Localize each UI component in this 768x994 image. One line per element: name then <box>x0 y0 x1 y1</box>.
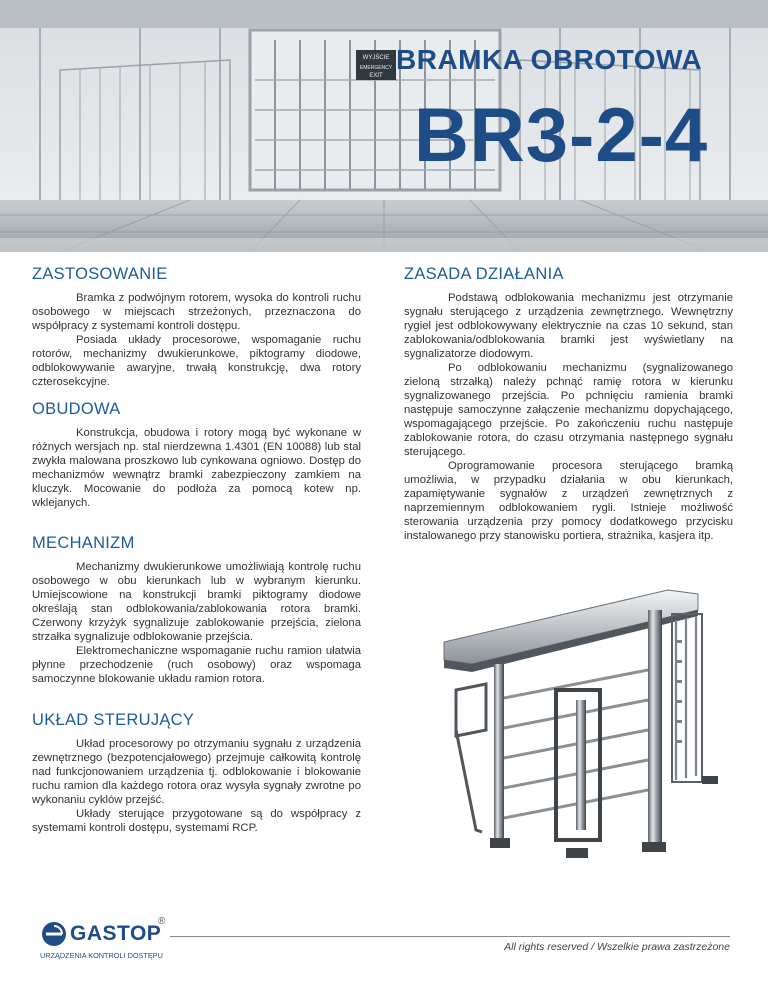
turnstile-illustration <box>436 580 738 884</box>
paragraph: Układy sterujące przygotowane są do współpracy z systemami kontroli dostępu, systemami RCP. <box>32 808 361 834</box>
logo-name: GASTOP <box>70 922 162 945</box>
section-zastosowanie <box>32 267 361 389</box>
section-heading: ZASTOSOWANIE <box>32 265 168 283</box>
section-heading: OBUDOWA <box>32 400 121 418</box>
product-title: BR3-2-4 <box>414 93 709 178</box>
sign-line-2: EMERGENCY <box>359 65 393 71</box>
sign-line-1: WYJŚCIE <box>362 55 390 61</box>
paragraph: Po odblokowaniu mechanizmu (sygnalizowanego zieloną strzałką) należy pchnąć ramię rotora w kierunku sygnalizowanego przejścia. Po pchnięciu ramienia bramki następuje samoczynne załączenie mechanizmu dopychającego, wspomagającego przejście. Po zakończeniu ruchu następuje zablokowanie rotora, do czasu otrzymania następnego sygnału sterującego. <box>404 362 733 458</box>
paragraph: Elektromechaniczne wspomaganie ruchu ramion ułatwia płynne przechodzenie (ruch osobowy) oraz wspomaga samoczynne blokowanie układu ramion rotora. <box>32 645 361 685</box>
paragraph: Bramka z podwójnym rotorem, wysoka do kontroli ruchu osobowego w miejscach strzeżonych, przeznaczona do współpracy z systemami kontroli dostępu. <box>32 292 361 332</box>
paragraph: Podstawą odblokowania mechanizmu jest otrzymanie sygnału sterującego z urządzenia zewnętrznego. Wewnętrzny rygiel jest odblokowywany elektrycznie na czas 10 sekund, stan zablokowania/odblokowania bramki jest wyświetlany na sygnalizatorze diodowym. <box>404 292 733 360</box>
section-heading: ZASADA DZIAŁANIA <box>404 265 564 283</box>
paragraph: Mechanizmy dwukierunkowe umożliwiają kontrolę ruchu osobowego w obu kierunkach lub w wybranym kierunku. Umiejscowione na konstrukcji bramki piktogramy diodowe określają stan odblokowania/zablokowania rotora bramki. Czerwony krzyżyk sygnalizuje zablokowanie przejścia, zielona strzałka sygnalizuje odblokowanie przejścia. <box>32 561 361 643</box>
paragraph: Posiada układy procesorowe, wspomaganie ruchu rotorów, mechanizmy dwukierunkowe, piktogramy diodowe, odblokowywanie awaryjne, trwałą konstrukcję, dwa rotory czterosekcyjne. <box>32 334 361 388</box>
sign-line-3: EXIT <box>369 73 383 79</box>
section-zasada-dzialania <box>404 267 733 543</box>
section-heading: MECHANIZM <box>32 534 135 552</box>
section-uklad-sterujacy <box>32 713 361 835</box>
copyright-notice: All rights reserved / Wszelkie prawa zastrzeżone <box>504 941 730 953</box>
logo-emblem-icon <box>40 920 68 948</box>
paragraph: Konstrukcja, obudowa i rotory mogą być wykonane w różnych wersjach np. stal nierdzewna 1.4301 (EN 10088) lub stal zwykła malowana proszkowo lub cynkowana ogniowo. Dostęp do mechanizmów wewnątrz bramki zabezpieczony zamkiem na kluczyk. Mocowanie do podłoża za pomocą kotew np. wklejanych. <box>32 427 361 509</box>
paragraph: Oprogramowanie procesora sterującego bramką umożliwia, w przypadku działania w obu kierunkach, zapamiętywanie sygnałów z urządzeń zewnętrznych z naprzemiennym odblokowaniem rygli. Istnieje możliwość sterowania urządzenia przy pomocy dodatkowego przycisku instalowanego przy stanowisku portiera, strażnika, kasjera itp. <box>404 460 733 542</box>
gastop-logo <box>40 918 170 968</box>
footer-divider <box>170 936 730 937</box>
paragraph: Układ procesorowy po otrzymaniu sygnału z urządzenia zewnętrznego (bezpotencjałowego) przejmuje całkowitą kontrolę nad funkcjonowaniem urządzenia tj. odblokowanie i blokowanie ruchu ramion dla każdego rotora oraz wysyła sygnały zwrotne po wykonaniu cyklów przejść. <box>32 738 361 806</box>
product-subtitle: BRAMKA OBROTOWA <box>396 44 703 75</box>
hero-photo <box>0 0 768 252</box>
section-mechanizm <box>32 536 361 686</box>
section-heading: UKŁAD STERUJĄCY <box>32 711 195 729</box>
logo-tagline: URZĄDZENIA KONTROLI DOSTĘPU <box>40 951 163 960</box>
section-obudowa <box>32 402 361 510</box>
registered-mark: ® <box>158 916 166 927</box>
